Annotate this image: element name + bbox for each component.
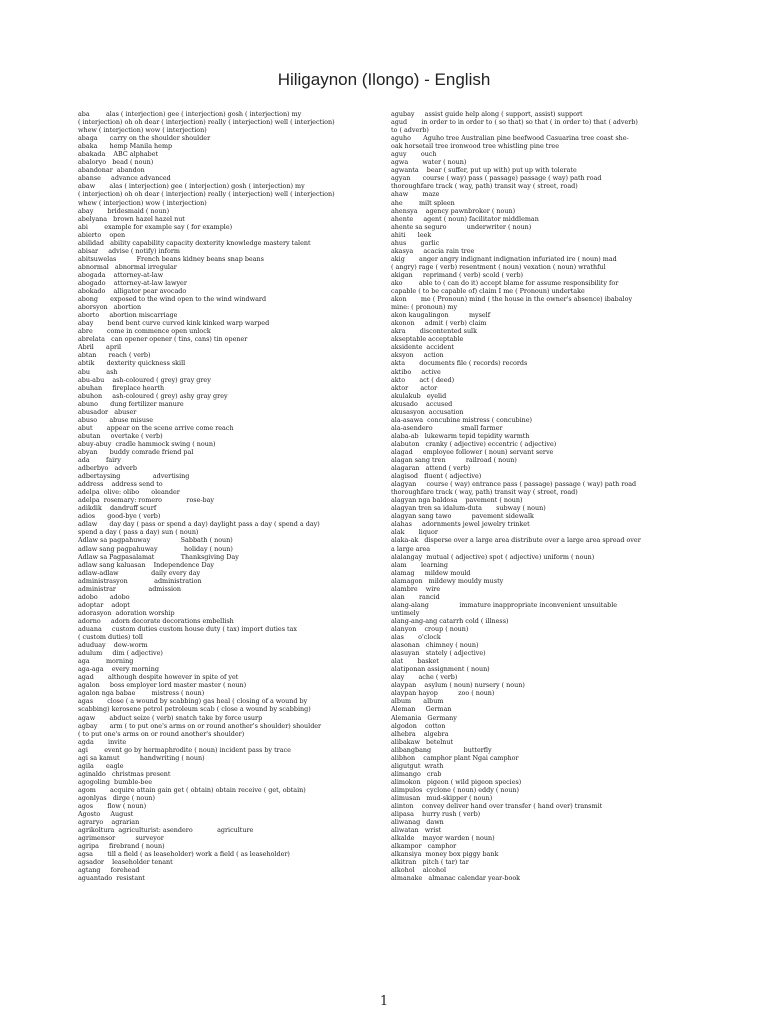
dictionary-entry-line: alabuton cranky ( adjective) eccentric ( adjective) — [391, 439, 557, 448]
dictionary-entry-line: thoroughfare track ( way, path) transit way ( street, road) — [391, 488, 578, 497]
dictionary-entry-line: alay ache ( verb) — [391, 673, 458, 682]
dictionary-entry-line: agripa firebrand ( noun) — [78, 842, 165, 851]
dictionary-entry-line: agtang forehead — [78, 866, 140, 875]
dictionary-entry-line: aguho Aguho tree Australian pine beefwood Casuarina tree coast she- — [391, 134, 629, 143]
dictionary-entry-line: alagyan course ( way) entrance pass ( passage) passage ( way) path road — [391, 480, 637, 489]
dictionary-entry-line: agubay assist guide help along ( support, assist) support — [391, 110, 583, 118]
dictionary-entry-line: alagyan sang tawo pavement sidewalk — [391, 512, 534, 521]
dictionary-entry-line: abaga carry on the shoulder shoulder — [78, 134, 211, 143]
dictionary-entry-line: abtik dexterity quickness skill — [78, 359, 186, 368]
dictionary-entry-line: abtan reach ( verb) — [78, 351, 151, 360]
dictionary-entry-line: agogoling bumble-bee — [78, 777, 153, 786]
dictionary-entry-line: akulakub eyelid — [391, 391, 447, 400]
dictionary-entry-line: alkitran pitch ( tar) tar — [391, 858, 469, 867]
dictionary-entry-line: agsador leaseholder tenant — [78, 858, 173, 867]
dictionary-entry-line: agila eagle — [78, 761, 124, 770]
dictionary-entry-line: aksyon action — [391, 351, 444, 360]
dictionary-entry-line: alkalde mayor warden ( noun) — [391, 834, 495, 843]
dictionary-entry-line: alibangbang butterfly — [391, 745, 492, 754]
dictionary-entry-line: abitsuwelas French beans kidney beans snap beans — [78, 254, 264, 263]
dictionary-entry-line: abi example for example say ( for example) — [78, 222, 233, 231]
dictionary-entry-line: abogada attorney-at-law — [78, 270, 164, 279]
dictionary-entry-line: abong exposed to the wind open to the wind windward — [78, 295, 267, 304]
dictionary-entry-line: alak liquor — [391, 528, 438, 537]
dictionary-entry-line: capable ( to be capable of) claim I me ( Pronoun) undertake — [391, 287, 585, 296]
dictionary-entry-line: aktor actor — [391, 383, 438, 392]
dictionary-entry-line: abandonar abandon — [78, 166, 145, 175]
dictionary-entry-line: Adlaw sa Pagpasalamat Thanksgiving Day — [78, 552, 239, 561]
dictionary-entry-line: alan rancid — [391, 592, 440, 601]
dictionary-entry-line: ahiti leek — [391, 230, 432, 239]
dictionary-entry-line: abay bridesmaid ( noun) — [78, 206, 170, 215]
dictionary-entry-line: alaba-ab lukewarm tepid tepidity warmth — [391, 431, 530, 440]
dictionary-entry-line: adberbyo adverb — [78, 464, 137, 473]
dictionary-entry-line: ahe milt spleen — [391, 198, 455, 207]
dictionary-entry-line: aktibo active — [391, 367, 441, 376]
dictionary-entry-line: adlaw sang kaluasan Independence Day — [78, 560, 214, 569]
dictionary-entry-line: thoroughfare track ( way, path) transit way ( street, road) — [391, 182, 578, 191]
dictionary-entry-line: aduduay dew-worm — [78, 641, 148, 650]
dictionary-entry-line: Adlaw sa pagpahuway Sabbath ( noun) — [78, 536, 233, 545]
dictionary-entry-line: agyan course ( way) pass ( passage) passage ( way) path road — [391, 174, 602, 183]
dictionary-entry-line: ahaw maze — [391, 190, 440, 199]
dictionary-entry-line: adikdik dandruff scurf — [78, 504, 157, 513]
dictionary-entry-line: ( custom duties) toll — [78, 633, 143, 642]
dictionary-entry-line: adbertaysing advertising — [78, 472, 190, 481]
dictionary-entry-line: agsa till a field ( as leaseholder) work a field ( as leaseholder) — [78, 850, 290, 859]
dictionary-entry-line: alibhon camphor plant Ngai camphor — [391, 753, 519, 762]
dictionary-entry-line: adoptar adopt — [78, 600, 130, 609]
dictionary-entry-line: aga morning — [78, 657, 134, 666]
dictionary-entry-line: untimely — [391, 608, 420, 617]
dictionary-entry-line: alam learning — [391, 560, 449, 569]
dictionary-entry-line: alahas adornments jewel jewelry trinket — [391, 520, 530, 529]
dictionary-entry-line: ako able to ( can do it) accept blame for assume responsibility for — [391, 278, 619, 287]
dictionary-entry-line: alhebra algebra — [391, 729, 449, 738]
dictionary-entry-line: abogado attorney-at-law lawyer — [78, 278, 187, 287]
dictionary-entry-line: adorno adorn decorate decorations embellish — [78, 616, 234, 625]
dictionary-entry-line: alibakaw betelnut — [391, 737, 454, 746]
dictionary-entry-line: abanse advance advanced — [78, 174, 171, 183]
dictionary-entry-line: alanyon croup ( noun) — [391, 625, 469, 633]
dictionary-entry-line: agbay arm ( to put one's arms on or round another's shoulder) shoulder — [78, 721, 322, 730]
dictionary-entry-line: abokado alligator pear avocado — [78, 287, 187, 296]
dictionary-entry-line: alagan sang tren railroad ( noun) — [391, 456, 517, 465]
dictionary-entry-line: abyan buddy comrade friend pal — [78, 447, 194, 456]
dictionary-entry-line: alaka-ak disperse over a large area distribute over a large area spread over — [391, 536, 641, 545]
dictionary-entry-line: abusador abuser — [78, 407, 137, 416]
dictionary-entry-line: administrasyon administration — [78, 576, 202, 585]
dictionary-entry-line: abuno dung fertilizer manure — [78, 399, 184, 408]
dictionary-entry-line: abakada ABC alphabet — [78, 150, 159, 159]
dictionary-entry-line: aborto abortion miscarriage — [78, 311, 178, 320]
dictionary-entry-line: alamag mildew mould — [391, 568, 471, 577]
dictionary-entry-line: akusasyon accusation — [391, 407, 464, 416]
dictionary-entry-line: akig anger angry indignant indignation infuriated ire ( noun) mad — [391, 254, 617, 263]
page-title: Hiligaynon (Ilongo) - English — [277, 70, 491, 89]
dictionary-entry-line: agwa water ( noun) — [391, 158, 467, 167]
dictionary-entry-line: alagad employee follower ( noun) servant serve — [391, 447, 554, 456]
dictionary-entry-line: adelpa rosemary: romero rose-bay — [78, 496, 215, 505]
dictionary-entry-line: agos flow ( noun) — [78, 802, 147, 811]
dictionary-entry-line: alang-alang immature inappropriate inconvenient unsuitable — [391, 600, 618, 609]
dictionary-entry-line: ( angry) rage ( verb) resentment ( noun) vexation ( noun) wrathful — [391, 262, 606, 271]
dictionary-entry-line: agrikoltura agriculturist: asendero agriculture — [78, 826, 254, 835]
dictionary-entry-line: adobo adobo — [78, 592, 130, 601]
dictionary-entry-line: abisar advise ( notify) inform — [78, 246, 180, 255]
dictionary-entry-line: agad although despite however in spite of yet — [78, 673, 239, 682]
dictionary-entry-line: agwanta bear ( suffer, put up with) put up with tolerate — [391, 166, 577, 175]
dictionary-entry-line: aliwatan wrist — [391, 826, 442, 835]
dictionary-entry-line: alang-ang-ang catarrh cold ( illness) — [391, 616, 509, 625]
dictionary-entry-line: ( interjection) oh oh dear ( interjection) really ( interjection) well ( interjection) — [78, 190, 335, 199]
dictionary-entry-line: alkansiya money box piggy bank — [391, 850, 499, 859]
dictionary-entry-line: alimango crab — [391, 769, 442, 778]
dictionary-entry-line: algodon cotton — [391, 721, 446, 730]
dictionary-entry-line: abre come in commence open unlock — [78, 327, 211, 336]
dictionary-entry-line: aduana custom duties custom house duty ( tax) import duties tax — [78, 625, 297, 633]
dictionary-entry-line: alkampor camphor — [391, 842, 457, 851]
dictionary-entry-line: abuso abuse misuse — [78, 415, 154, 424]
dictionary-entry-line: abaw alas ( interjection) gee ( interjection) gosh ( interjection) my — [78, 182, 305, 191]
dictionary-entry-line: scabbing) kerosene petrol petroleum scab ( close a wound by scabbing) — [78, 705, 311, 714]
dictionary-entry-line: aginaldo christmas present — [78, 769, 171, 778]
dictionary-entry-line: abnormal abnormal irregular — [78, 262, 177, 271]
dictionary-entry-line: aguantado resistant — [78, 874, 145, 883]
dictionary-entry-line: alipasa hurry rush ( verb) — [391, 810, 481, 819]
dictionary-entry-line: Abril april — [78, 343, 122, 352]
dictionary-entry-line: address address send to — [78, 480, 163, 489]
dictionary-entry-line: ( interjection) oh oh dear ( interjection) really ( interjection) well ( interjection) — [78, 118, 335, 127]
dictionary-entry-line: ahensya agency pawnbroker ( noun) — [391, 206, 516, 215]
dictionary-entry-line: agaw abduct seize ( verb) snatch take by force usurp — [78, 713, 263, 722]
dictionary-entry-line: ( to put one's arms on or round another's shoulder) — [78, 729, 245, 738]
dictionary-entry-line: adlaw day day ( pass or spend a day) daylight pass a day ( spend a day) — [78, 520, 320, 529]
dictionary-entry-line: abutan overtake ( verb) — [78, 431, 163, 440]
dictionary-entry-line: alagisod fluent ( adjective) — [391, 472, 482, 481]
dictionary-entry-line: alamagon mildewy mouldy musty — [391, 576, 504, 585]
dictionary-entry-line: agonlyas dirge ( noun) — [78, 793, 156, 802]
dictionary-entry-line: akonon admit ( verb) claim — [391, 319, 487, 328]
dictionary-entry-line: akon me ( Pronoun) mind ( the house in the owner's absence) ibabaloy — [391, 295, 633, 304]
dictionary-entry-line: akseptable acceptable — [391, 335, 464, 344]
dictionary-entry-line: ahus garlic — [391, 238, 440, 247]
dictionary-entry-line: agas close ( a wound by scabbing) gas heal ( closing of a wound by — [78, 697, 308, 706]
dictionary-entry-line: alagyan tren sa idalum-duta subway ( noun) — [391, 504, 546, 513]
dictionary-entry-line: abay bend bent curve curved kink kinked warp warped — [78, 319, 270, 328]
dictionary-entry-line: alaypan hayop zoo ( noun) — [391, 689, 495, 698]
dictionary-entry-line: aga-aga every morning — [78, 665, 159, 674]
dictionary-entry-line: alatiponan assignment ( noun) — [391, 665, 490, 674]
dictionary-entry-line: to ( adverb) — [391, 126, 429, 135]
dictionary-entry-line: alagyan nga baldosa pavement ( noun) — [391, 496, 523, 505]
dictionary-entry-line: abuhon ash-coloured ( grey) ashy gray grey — [78, 391, 228, 400]
dictionary-entry-line: aksidente accident — [391, 343, 454, 352]
dictionary-entry-line: adlaw sang pagpahuway holiday ( noun) — [78, 544, 233, 553]
dictionary-entry-line: alambre wire — [391, 584, 441, 593]
dictionary-entry-line: alagaran attend ( verb) — [391, 464, 471, 473]
dictionary-entry-line: agi sa kamut handwriting ( noun) — [78, 753, 205, 762]
dictionary-entry-line: abuhan fireplace hearth — [78, 383, 165, 392]
dictionary-entry-line: abuy-abuy cradle hammock swing ( noun) — [78, 439, 216, 448]
dictionary-entry-line: ada fairy — [78, 456, 121, 465]
dictionary-entry-line: akto act ( deed) — [391, 375, 455, 384]
dictionary-entry-line: album album — [391, 697, 444, 706]
dictionary-entry-line: akasya acacia rain tree — [391, 246, 475, 255]
dictionary-entry-line: abierto open — [78, 230, 126, 239]
dictionary-entry-line: ala-asendero small farmer — [391, 423, 503, 432]
dictionary-entry-line: ahente sa seguro underwriter ( noun) — [391, 222, 532, 231]
dictionary-entry-line: whew ( interjection) wow ( interjection) — [78, 198, 207, 207]
dictionary-entry-line: abaka hemp Manila hemp — [78, 142, 173, 151]
dictionary-entry-line: Aleman German — [391, 705, 452, 714]
dictionary-entry-line: abrelata can opener opener ( tins, cans) tin opener — [78, 335, 248, 344]
dictionary-entry-line: ahente agent ( noun) facilitator middleman — [391, 214, 539, 223]
dictionary-entry-line: mine: ( pronoun) my — [391, 303, 458, 312]
dictionary-entry-line: alaypan asylum ( noun) nursery ( noun) — [391, 681, 525, 690]
dictionary-entry-line: adulum dim ( adjective) — [78, 649, 163, 658]
dictionary-entry-line: alasuyan stately ( adjective) — [391, 649, 486, 658]
dictionary-entry-line: agi event go by hermaphrodite ( noun) incident pass by trace — [78, 745, 291, 754]
dictionary-entry-line: Alemania Germany — [391, 713, 457, 722]
dictionary-entry-line: abut appear on the scene arrive come reach — [78, 423, 234, 432]
dictionary-entry-line: agraryo agrarian — [78, 818, 140, 827]
dictionary-entry-line: alasonan chimney ( noun) — [391, 641, 479, 650]
dictionary-entry-line: adlaw-adlaw daily every day — [78, 568, 201, 577]
dictionary-entry-line: adios good-bye ( verb) — [78, 512, 161, 521]
dictionary-entry-line: agalon nga babae mistress ( noun) — [78, 689, 205, 698]
dictionary-entry-line: whew ( interjection) wow ( interjection) — [78, 126, 207, 135]
dictionary-entry-line: agom acquire attain gain get ( obtain) obtain receive ( get, obtain) — [78, 785, 306, 794]
dictionary-entry-line: agrimensor surveyor — [78, 834, 164, 843]
dictionary-entry-line: Agosto August — [78, 810, 134, 819]
dictionary-entry-line: agud in order to in order to ( so that) so that ( in order to) that ( adverb) — [391, 118, 638, 127]
dictionary-entry-line: alinton convey deliver hand over transfer ( hand over) transmit — [391, 802, 603, 811]
dictionary-entry-line: akta documents file ( records) records — [391, 359, 528, 368]
dictionary-entry-line: alkohol alcohol — [391, 866, 446, 875]
dictionary-entry-line: ala-asawa concubine mistress ( concubine) — [391, 415, 533, 424]
dictionary-entry-line: abaloryo bead ( noun) — [78, 158, 154, 167]
dictionary-entry-line: akusado accused — [391, 399, 453, 408]
dictionary-entry-line: abilidad ability capability capacity dexterity knowledge mastery talent — [78, 238, 311, 247]
dictionary-left-column — [78, 110, 396, 883]
dictionary-entry-line: alimokon pigeon ( wild pigeon species) — [391, 777, 522, 786]
dictionary-entry-line: agda invite — [78, 737, 127, 746]
dictionary-entry-line: administrar admission — [78, 584, 182, 593]
page-number: 1 — [379, 994, 389, 1009]
dictionary-entry-line: agalon boss employer lord master master ( noun) — [78, 681, 247, 690]
dictionary-entry-line: alimpulos cyclone ( noun) eddy ( noun) — [391, 785, 520, 794]
dictionary-entry-line: aborsyon abortion — [78, 303, 142, 312]
dictionary-entry-line: alat basket — [391, 657, 439, 666]
dictionary-entry-line: aligutgut wrath — [391, 761, 444, 770]
dictionary-entry-line: adorasyon adoration worship — [78, 608, 175, 617]
dictionary-entry-line: abu-abu ash-coloured ( grey) gray grey — [78, 375, 211, 384]
dictionary-entry-line: alimusan mud-skipper ( noun) — [391, 793, 493, 802]
dictionary-entry-line: abu ash — [78, 367, 118, 376]
dictionary-entry-line: almanake almanac calendar year-book — [391, 874, 521, 883]
dictionary-entry-line: alas o'clock — [391, 633, 441, 642]
dictionary-entry-line: oak horsetail tree ironwood tree whistling pine tree — [391, 142, 559, 151]
dictionary-entry-line: spend a day ( pass a day) sun ( noun) — [78, 528, 199, 537]
dictionary-entry-line: a large area — [391, 544, 431, 553]
dictionary-entry-line: akra discontented sulk — [391, 327, 477, 336]
dictionary-entry-line: alalangay mutual ( adjective) spot ( adjective) uniform ( noun) — [391, 552, 595, 561]
dictionary-right-column — [391, 110, 709, 883]
dictionary-entry-line: akigan reprimand ( verb) scold ( verb) — [391, 270, 524, 279]
dictionary-entry-line: aguy ouch — [391, 150, 437, 159]
dictionary-entry-line: akon kaugalingon myself — [391, 311, 491, 320]
dictionary-entry-line: abelyana brown hazel hazel nut — [78, 214, 185, 223]
dictionary-entry-line: adelpa olive: olibo oleander — [78, 488, 180, 497]
dictionary-entry-line: aliwanag dawn — [391, 818, 444, 827]
dictionary-entry-line: aba alas ( interjection) gee ( interjection) gosh ( interjection) my — [78, 110, 302, 118]
